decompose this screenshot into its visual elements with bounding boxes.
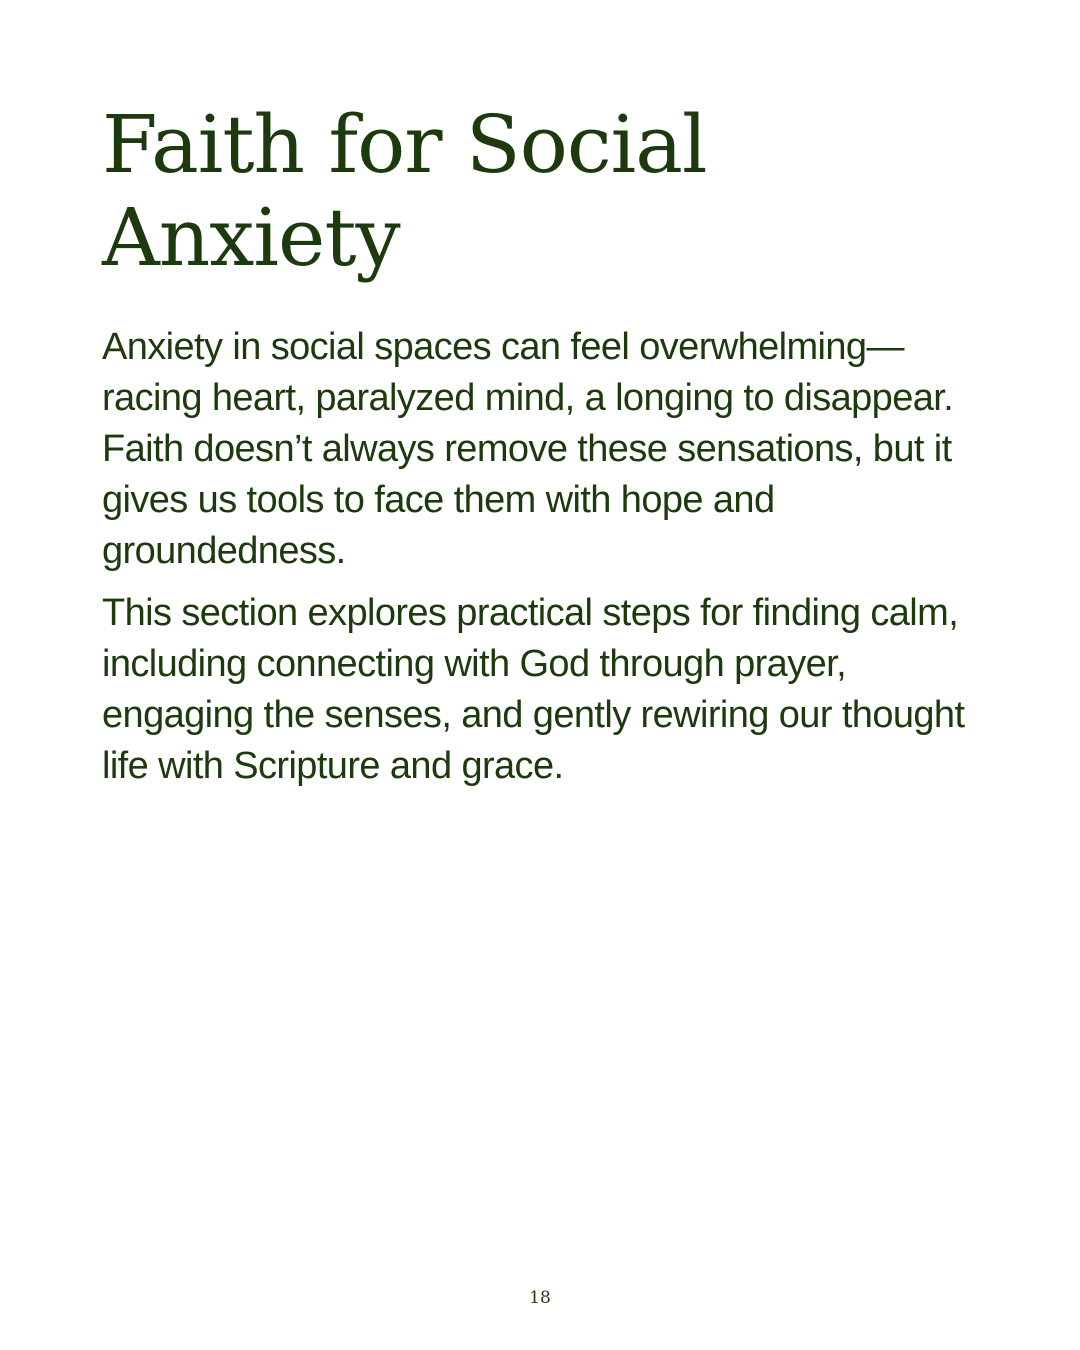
- page-title: Faith for Social Anxiety: [102, 98, 707, 284]
- section-overview-paragraph: This section explores practical steps for finding calm, including connecting with God through prayer, engaging the senses, and gently rewiring our thought life with Scripture and grace.: [102, 592, 965, 787]
- intro-paragraph: Anxiety in social spaces can feel overwhelming—racing heart, paralyzed mind, a longing to disappear. Faith doesn’t always remove these sensations, but it gives us tools to face them with hope and groundedness.: [102, 326, 954, 572]
- page-number: 18: [529, 1288, 551, 1308]
- page-content: [102, 98, 982, 792]
